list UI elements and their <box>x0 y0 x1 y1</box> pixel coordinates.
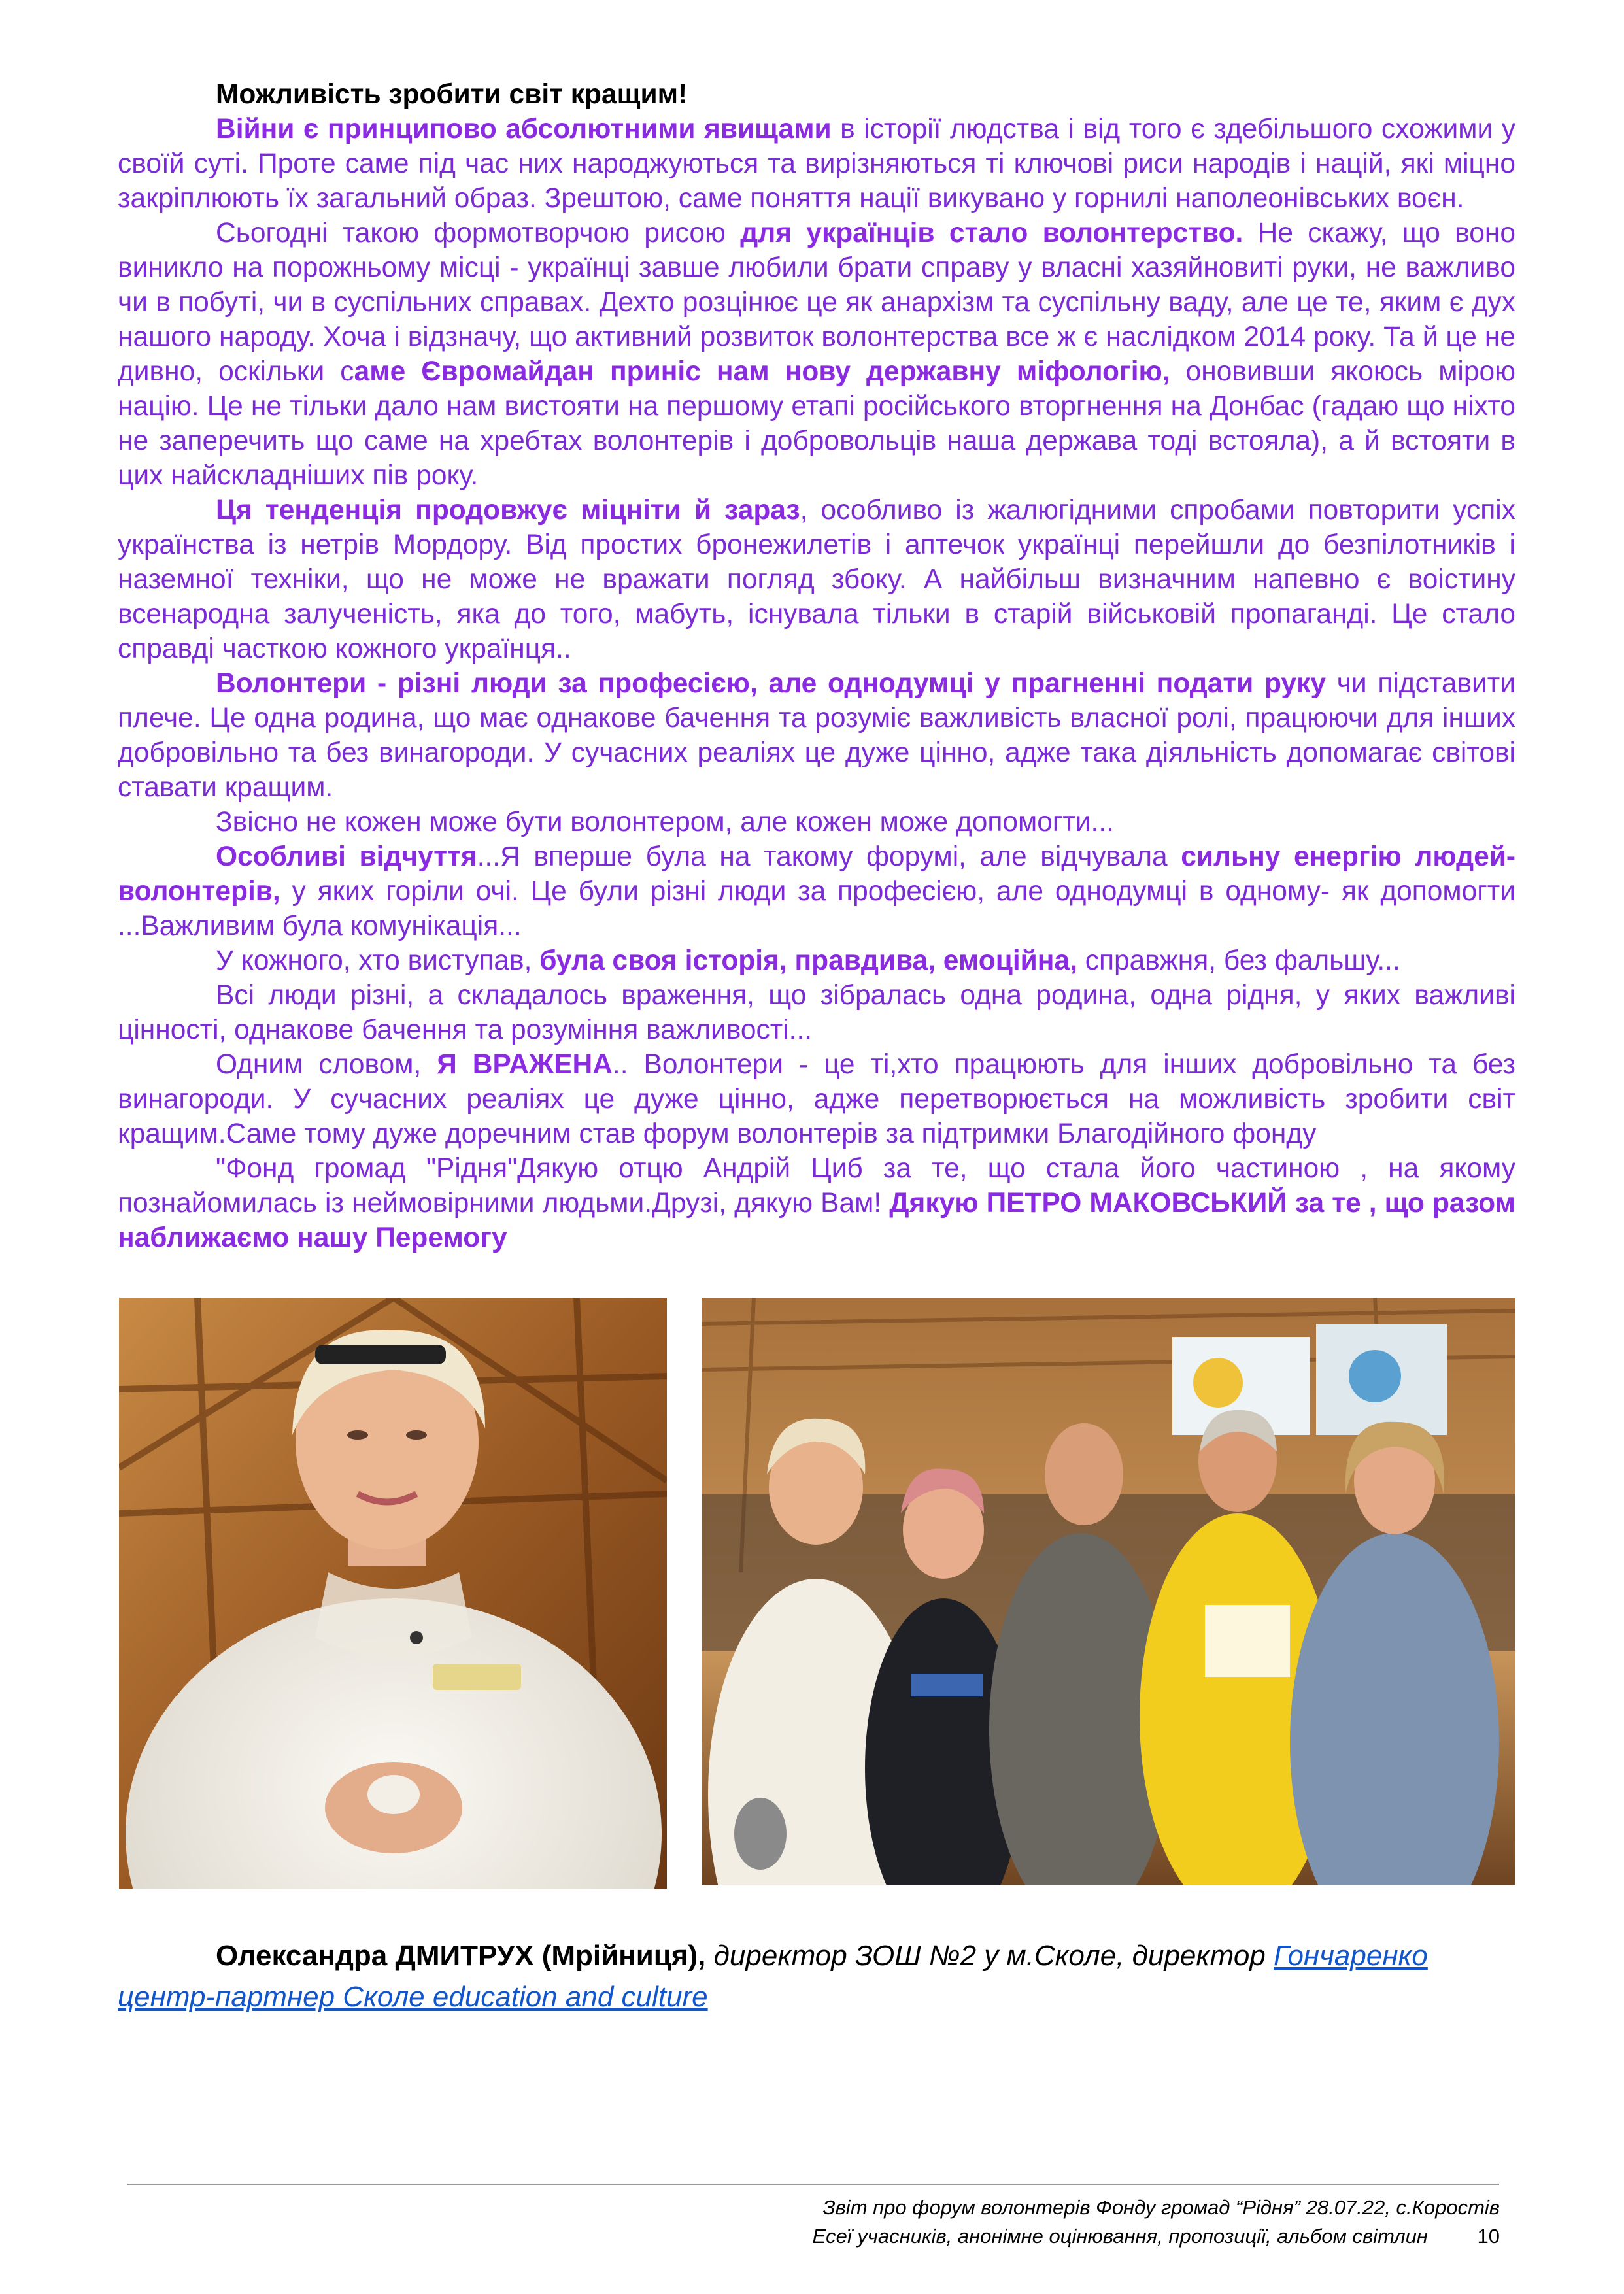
text: , особливо із жалюгідними спробами повторити успіх українства із нетрів Мордору. Від простих бронежилетів і аптечок українці перейшли до безпілотників і наземної техніки, що не може не вражати погляд збоку. А найбільш визначним напевно є воістину всенародна залученість, яка до того, мабуть, існувала тільки в старій військовій пропаганді. Це стало справді часткою кожного українця.. <box>118 495 1515 664</box>
text: Всі люди різні, а складалось враження, що зібралась одна родина, одна рідня, у яких важливі цінності, однакове бачення та розуміння важливості... <box>118 980 1515 1045</box>
footer-divider <box>127 2184 1499 2185</box>
emphasis: Волонтери - різні люди за професією, але однодумці у прагненні подати руку <box>216 668 1326 699</box>
photo-group-image <box>702 1298 1515 1885</box>
photo-speaker-image <box>119 1298 667 1889</box>
photo-speaker <box>119 1298 667 1889</box>
essay-title: Можливість зробити світ кращим! <box>216 79 688 110</box>
text: в історії людства і від того є здебільшого схожими у своїй суті. Проте саме під час них народжуються та вирізняються ті ключові риси народів і націй, які міцно закріплюють їх загальний образ. Зрештою, саме поняття нації викувано у горнилі наполеонівських воєн. <box>118 114 1515 214</box>
emphasis: Ця тенденція продовжує міцніти й зараз <box>216 495 800 526</box>
emphasis: Особливі відчуття <box>216 841 477 872</box>
text: у яких горіли очі. Це були різні люди за професією, але однодумці в одному- як допомогти ...Важливим була комунікація... <box>118 876 1515 941</box>
author-organization-link[interactable]: Гончаренко центр-партнер Сколе education and culture <box>118 1940 1428 2013</box>
text: .. Волонтери - це ті,хто працюють для інших добровільно та без винагороди. У сучасних реаліях це дуже цінно, адже перетворюється на можливість зробити світ кращим.Саме тому дуже доречним став форум волонтерів за підтримки Благодійного фонду <box>118 1049 1515 1149</box>
essay-paragraph <box>118 1047 1515 1151</box>
emphasis: сильну енергію людей- волонтерів, <box>118 841 1515 907</box>
footer-report-subtitle: Есеї учасників, анонімне оцінювання, пропозиції, альбом світлин <box>812 2225 1428 2248</box>
footer-report-title: Звіт про форум волонтерів Фонду громад “Рідня” 28.07.22, с.Коростів <box>822 2196 1500 2219</box>
author-signature <box>118 1935 1515 2017</box>
essay-body <box>118 77 1515 1255</box>
essay-paragraph <box>118 978 1515 1047</box>
text: чи підставити плече. Це одна родина, що має однакове бачення та розуміє важливість власної ролі, працюючи для інших добровільно та без винагороди. У сучасних реаліях це дуже цінно, адже така діяльність допомагає світові ставати кращим. <box>118 668 1516 803</box>
essay-paragraph <box>118 943 1515 978</box>
essay-paragraph <box>118 805 1515 839</box>
author-role: директор ЗОШ №2 у м.Сколе, директор <box>705 1940 1274 1972</box>
essay-paragraph <box>118 112 1515 216</box>
text: "Фонд громад "Рідня"Дякую отцю Андрій Циб за те, що стала його частиною , на якому познайомилась із неймовірними людьми.Друзі, дякую Вам! <box>118 1153 1515 1219</box>
text: справжня, без фальшу... <box>1077 945 1400 976</box>
text: Сьогодні такою формотворчою рисою <box>216 218 741 248</box>
photo-group <box>702 1298 1515 1885</box>
essay-paragraph <box>118 216 1515 493</box>
text: Одним словом, <box>216 1049 437 1080</box>
text: Звісно не кожен може бути волонтером, але кожен може допомогти... <box>216 807 1114 837</box>
text: У кожного, хто виступав, <box>216 945 540 976</box>
essay-paragraph <box>118 839 1515 943</box>
text: ...Я вперше була на такому форумі, але відчувала <box>477 841 1181 872</box>
emphasis: для українців стало волонтерство. <box>740 218 1243 248</box>
text: оновивши якоюсь мірою націю. Це не тільки дало нам вистояти на першому етапі російського вторгнення на Донбас (гадаю що ніхто не заперечить що саме на хребтах волонтерів і добровольців наша держава тоді встояла), а й встояти в цих найскладніших пів року. <box>118 356 1516 491</box>
emphasis: аме Євромайдан приніс нам нову державну міфологію, <box>354 356 1170 387</box>
essay-paragraph <box>118 666 1515 805</box>
emphasis: Війни є принципово абсолютними явищами <box>216 114 832 144</box>
emphasis: Я ВРАЖЕНА <box>437 1049 613 1080</box>
emphasis: Дякую ПЕТРО МАКОВСЬКИЙ за те , що разом наближаємо нашу Перемогу <box>118 1188 1515 1253</box>
page-number: 10 <box>1477 2225 1500 2248</box>
essay-paragraph <box>118 1151 1515 1255</box>
essay-paragraph <box>118 493 1515 666</box>
page-footer <box>812 2193 1500 2251</box>
emphasis: була своя історія, правдива, емоційна, <box>539 945 1077 976</box>
text: Не скажу, що воно виникло на порожньому місці - українці завше любили брати справу у власні хазяйновиті руки, не важливо чи в побуті, чи в суспільних справах. Дехто розцінює це як анархізм та суспільну ваду, але це те, яким є дух нашого народу. Хоча і відзначу, що активний розвиток волонтерства все ж є наслідком 2014 року. Та й це не дивно, оскільки с <box>118 218 1515 387</box>
author-name: Олександра ДМИТРУХ (Мрійниця), <box>216 1940 706 1972</box>
